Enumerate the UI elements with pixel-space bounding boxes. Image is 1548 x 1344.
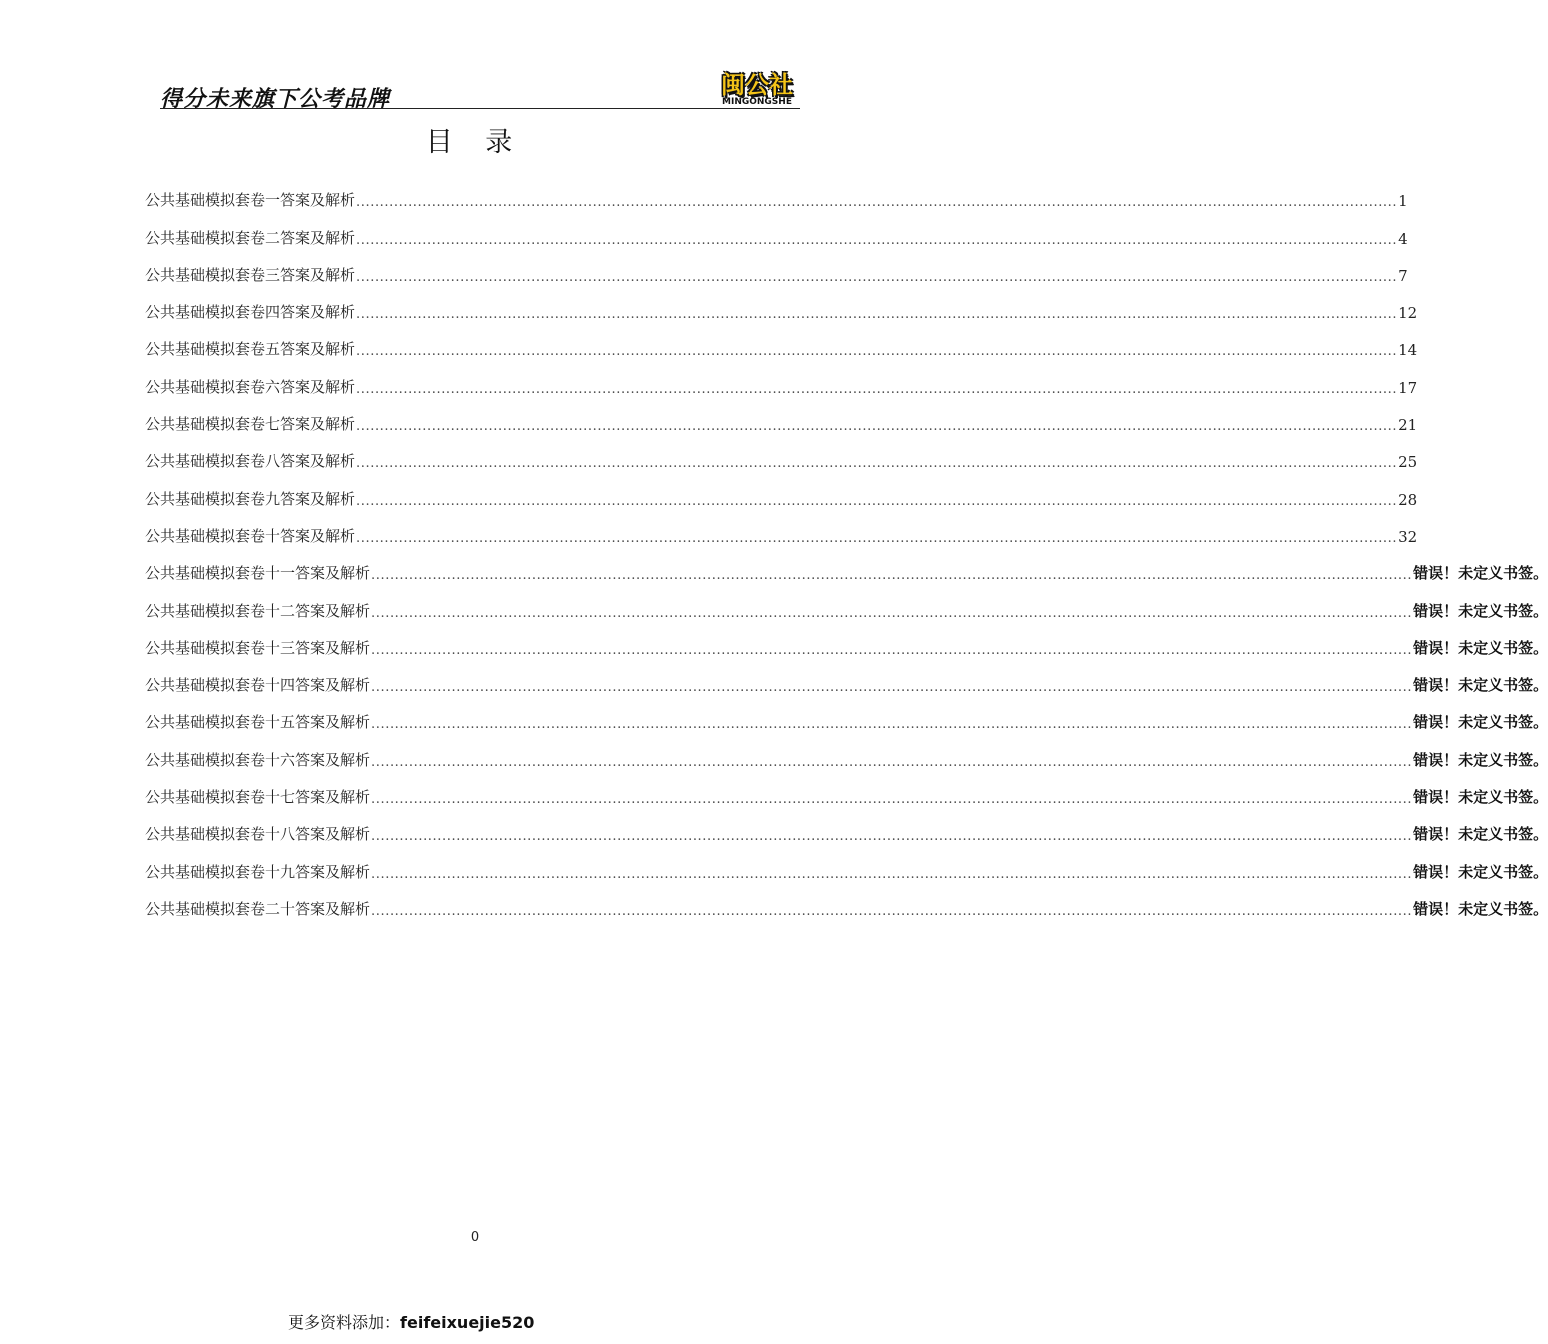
toc-entry-page: 17 — [1398, 378, 1418, 397]
toc-entry-page: 错误！未定义书签。 — [1413, 825, 1548, 844]
toc-entry-label: 公共基础模拟套卷十七答案及解析 — [145, 788, 371, 807]
toc-entry-label: 公共基础模拟套卷一答案及解析 — [145, 191, 356, 210]
brand-logo — [716, 70, 798, 110]
toc-entry-page: 错误！未定义书签。 — [1413, 601, 1548, 620]
toc-entry-page: 1 — [1398, 192, 1408, 211]
logo-text: 闽公社 — [721, 71, 793, 99]
page-number: 0 — [470, 1230, 480, 1245]
toc-entry-label: 公共基础模拟套卷四答案及解析 — [145, 303, 356, 322]
toc-dot-leader: ............................................................................................................................................................................................................................ — [371, 866, 1413, 882]
toc-entry-page: 25 — [1398, 453, 1418, 472]
toc-entry[interactable] — [145, 770, 1548, 808]
toc-entry-page: 错误！未定义书签。 — [1413, 564, 1548, 583]
toc-entry-label: 公共基础模拟套卷十一答案及解析 — [145, 564, 371, 583]
toc-dot-leader: ............................................................................................................................................................................................................................ — [356, 307, 1398, 323]
toc-dot-leader: ............................................................................................................................................................................................................................ — [371, 680, 1413, 696]
toc-entry-label: 公共基础模拟套卷十二答案及解析 — [145, 601, 371, 620]
toc-dot-leader: ............................................................................................................................................................................................................................ — [371, 642, 1413, 658]
toc-title: 目 录 — [425, 127, 525, 158]
toc-entry-label: 公共基础模拟套卷十九答案及解析 — [145, 862, 371, 881]
toc-entry-label: 公共基础模拟套卷十五答案及解析 — [145, 713, 371, 732]
toc-entry-label: 公共基础模拟套卷六答案及解析 — [145, 377, 356, 396]
toc-entry[interactable] — [145, 509, 1418, 546]
toc-entry[interactable] — [145, 658, 1548, 696]
toc-entry-label: 公共基础模拟套卷十六答案及解析 — [145, 750, 371, 769]
toc-entry[interactable] — [145, 322, 1418, 360]
toc-entry[interactable] — [145, 471, 1418, 509]
toc-entry-page: 21 — [1398, 416, 1418, 435]
toc-dot-leader: ............................................................................................................................................................................................................................ — [371, 903, 1413, 919]
toc-entry-page: 12 — [1398, 304, 1418, 323]
toc-entry[interactable] — [145, 844, 1548, 882]
toc-dot-leader: ............................................................................................................................................................................................................................ — [356, 269, 1398, 285]
toc-dot-leader: ............................................................................................................................................................................................................................ — [356, 381, 1398, 397]
toc-entry-label: 公共基础模拟套卷三答案及解析 — [145, 265, 356, 284]
toc-entry-label: 公共基础模拟套卷二十答案及解析 — [145, 899, 371, 918]
toc-dot-leader: ............................................................................................................................................................................................................................ — [356, 344, 1398, 360]
toc-entry-page: 错误！未定义书签。 — [1413, 713, 1548, 732]
footer-prefix: 更多资料添加： — [288, 1313, 401, 1332]
toc-entry-label: 公共基础模拟套卷十答案及解析 — [145, 526, 356, 545]
toc-entry-label: 公共基础模拟套卷十四答案及解析 — [145, 676, 371, 695]
toc-entry-label: 公共基础模拟套卷八答案及解析 — [145, 452, 356, 471]
toc-entry-label: 公共基础模拟套卷九答案及解析 — [145, 489, 356, 508]
toc-list — [145, 173, 1548, 919]
toc-entry[interactable] — [145, 397, 1418, 435]
toc-entry-page: 32 — [1398, 527, 1418, 546]
toc-entry[interactable] — [145, 285, 1418, 323]
toc-entry-page: 7 — [1398, 266, 1408, 285]
toc-dot-leader: ............................................................................................................................................................................................................................ — [356, 195, 1398, 211]
toc-entry[interactable] — [145, 807, 1548, 845]
toc-entry-label: 公共基础模拟套卷七答案及解析 — [145, 415, 356, 434]
toc-dot-leader: ............................................................................................................................................................................................................................ — [356, 493, 1398, 509]
toc-entry[interactable] — [145, 732, 1548, 770]
toc-entry-page: 错误！未定义书签。 — [1413, 676, 1548, 695]
toc-dot-leader: ............................................................................................................................................................................................................................ — [371, 792, 1413, 808]
toc-entry-label: 公共基础模拟套卷十三答案及解析 — [145, 638, 371, 657]
logo-subtext: MINGONGSHE — [722, 97, 792, 107]
toc-entry-page: 错误！未定义书签。 — [1413, 750, 1548, 769]
toc-dot-leader: ............................................................................................................................................................................................................................ — [356, 456, 1398, 472]
toc-dot-leader: ............................................................................................................................................................................................................................ — [371, 717, 1413, 733]
toc-entry-label: 公共基础模拟套卷十八答案及解析 — [145, 825, 371, 844]
toc-entry[interactable] — [145, 583, 1548, 621]
toc-dot-leader: ............................................................................................................................................................................................................................ — [371, 829, 1413, 845]
toc-entry-page: 28 — [1398, 490, 1418, 509]
toc-entry[interactable] — [145, 210, 1408, 248]
toc-dot-leader: ............................................................................................................................................................................................................................ — [371, 754, 1413, 770]
toc-entry[interactable] — [145, 882, 1548, 919]
toc-entry[interactable] — [145, 248, 1408, 285]
toc-entry[interactable] — [145, 546, 1548, 584]
toc-entry-page: 14 — [1398, 341, 1418, 360]
toc-entry-page: 错误！未定义书签。 — [1413, 638, 1548, 657]
toc-dot-leader: ............................................................................................................................................................................................................................ — [356, 530, 1398, 546]
toc-dot-leader: ............................................................................................................................................................................................................................ — [356, 419, 1398, 435]
toc-entry-label: 公共基础模拟套卷二答案及解析 — [145, 228, 356, 247]
toc-dot-leader: ............................................................................................................................................................................................................................ — [371, 605, 1413, 621]
footer — [288, 1310, 534, 1333]
toc-entry-label: 公共基础模拟套卷五答案及解析 — [145, 340, 356, 359]
toc-dot-leader: ............................................................................................................................................................................................................................ — [371, 568, 1413, 584]
toc-entry[interactable] — [145, 621, 1548, 658]
header-divider — [160, 108, 800, 109]
toc-entry-page: 错误！未定义书签。 — [1413, 862, 1548, 881]
toc-entry-page: 4 — [1398, 229, 1408, 248]
toc-dot-leader: ............................................................................................................................................................................................................................ — [356, 232, 1398, 248]
footer-contact-id: feifeixuejie520 — [400, 1313, 535, 1332]
toc-entry[interactable] — [145, 695, 1548, 733]
toc-entry-page: 错误！未定义书签。 — [1413, 788, 1548, 807]
header-brand-text: 得分未来旗下公考品牌 — [160, 87, 391, 112]
toc-entry[interactable] — [145, 173, 1408, 211]
toc-entry[interactable] — [145, 359, 1418, 397]
toc-entry-page: 错误！未定义书签。 — [1413, 899, 1548, 918]
toc-entry[interactable] — [145, 434, 1418, 472]
